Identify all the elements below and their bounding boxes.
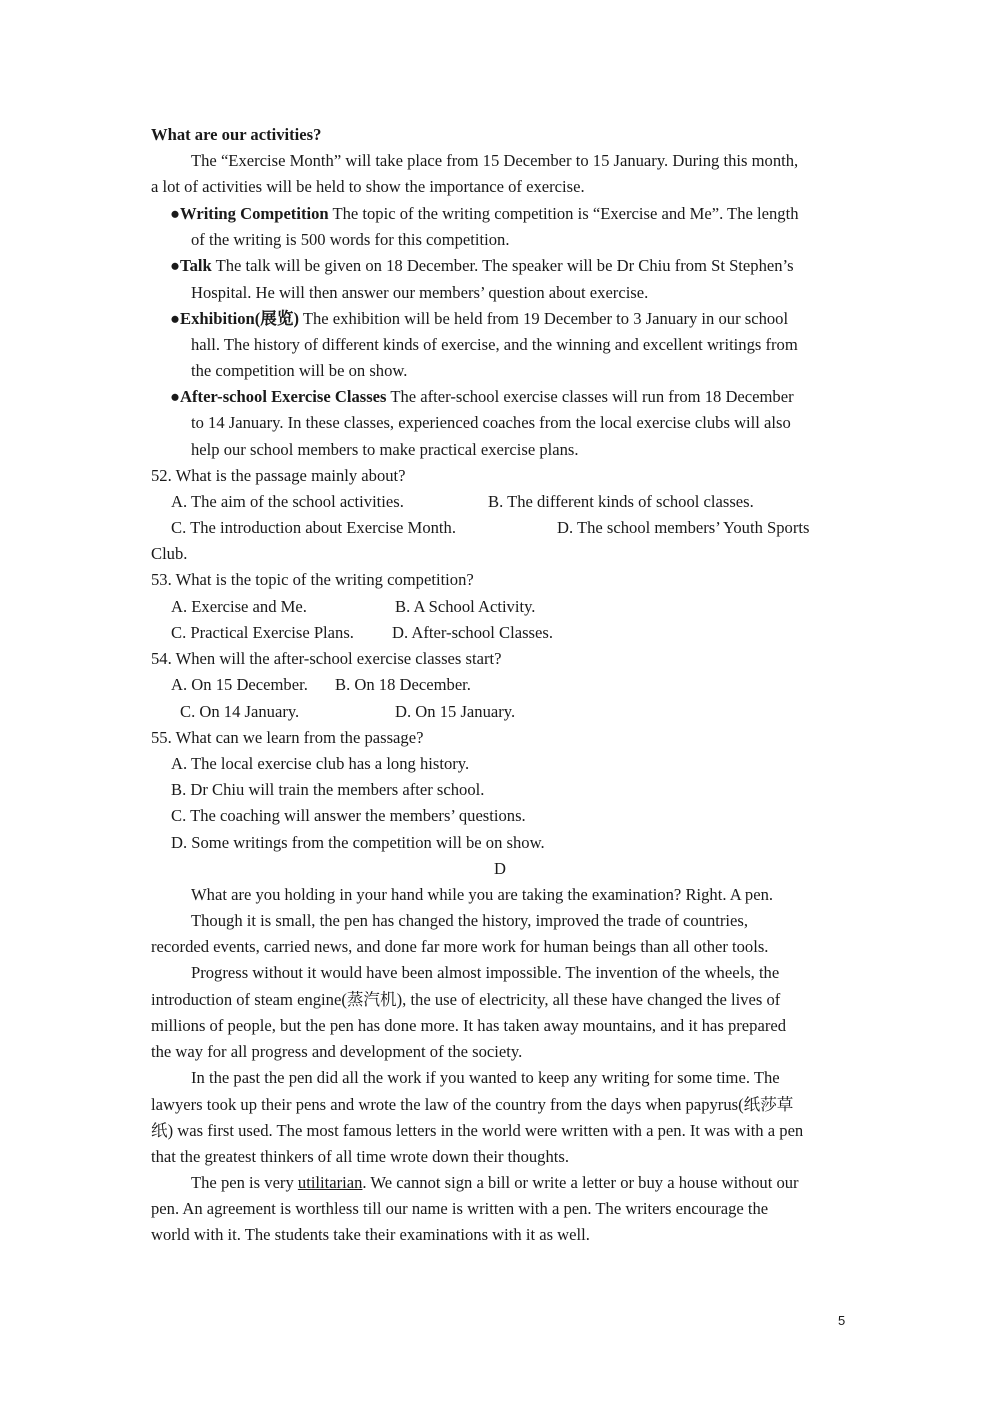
answer-option: A. The aim of the school activities. xyxy=(171,492,404,511)
activity-item xyxy=(170,253,794,279)
activity-text: Hospital. He will then answer our members’ question about exercise. xyxy=(191,283,649,302)
answer-option: B. Dr Chiu will train the members after school. xyxy=(171,780,485,799)
passage-line: world with it. The students take their examinations with it as well. xyxy=(151,1225,590,1244)
passage-line: Progress without it would have been almost impossible. The invention of the wheels, the xyxy=(191,963,780,982)
answer-option: A. Exercise and Me. xyxy=(171,597,307,616)
answer-option: B. On 18 December. xyxy=(335,675,471,694)
passage-line xyxy=(191,1170,799,1196)
activity-text: hall. The history of different kinds of exercise, and the winning and excellent writings from xyxy=(191,335,798,354)
intro-line: a lot of activities will be held to show the importance of exercise. xyxy=(151,177,585,196)
bullet-icon: ● xyxy=(170,256,181,275)
activity-text: The talk will be given on 18 December. The speaker will be Dr Chiu from St Stephen’s xyxy=(211,256,794,275)
answer-option: B. The different kinds of school classes. xyxy=(488,492,754,511)
answer-option: A. On 15 December. xyxy=(171,675,308,694)
section-label: D xyxy=(494,859,506,878)
answer-option: C. The introduction about Exercise Month. xyxy=(171,518,456,537)
activity-title: Writing Competition xyxy=(180,204,329,223)
passage-line: What are you holding in your hand while you are taking the examination? Right. A pen. xyxy=(191,885,774,904)
answer-option: C. Practical Exercise Plans. xyxy=(171,623,354,642)
answer-option: D. On 15 January. xyxy=(395,702,516,721)
activity-text: help our school members to make practical exercise plans. xyxy=(191,440,579,459)
passage-line: 纸) was first used. The most famous letters in the world were written with a pen. It was with a pen xyxy=(151,1121,804,1140)
page-number: 5 xyxy=(838,1313,846,1328)
bullet-icon: ● xyxy=(170,309,181,328)
passage-line: In the past the pen did all the work if you wanted to keep any writing for some time. The xyxy=(191,1068,780,1087)
passage-line: Though it is small, the pen has changed the history, improved the trade of countries, xyxy=(191,911,748,930)
answer-option: B. A School Activity. xyxy=(395,597,536,616)
answer-option: C. The coaching will answer the members’ questions. xyxy=(171,806,526,825)
passage-line: the way for all progress and development of the society. xyxy=(151,1042,523,1061)
question-stem: 54. When will the after-school exercise classes start? xyxy=(151,649,502,668)
answer-option: A. The local exercise club has a long history. xyxy=(171,754,470,773)
question-stem: 52. What is the passage mainly about? xyxy=(151,466,406,485)
passage-line: recorded events, carried news, and done far more work for human beings than all other tools. xyxy=(151,937,769,956)
passage-line: lawyers took up their pens and wrote the law of the country from the days when papyrus(纸莎草 xyxy=(151,1095,794,1114)
activity-title: Talk xyxy=(180,256,212,275)
question-stem: 55. What can we learn from the passage? xyxy=(151,728,424,747)
activity-text: to 14 January. In these classes, experienced coaches from the local exercise clubs will also xyxy=(191,413,791,432)
bullet-icon: ● xyxy=(170,204,181,223)
passage-line: pen. An agreement is worthless till our name is written with a pen. The writers encourage the xyxy=(151,1199,769,1218)
activity-title: After-school Exercise Classes xyxy=(180,387,387,406)
passage-text: . We cannot sign a bill or write a letter or buy a house without our xyxy=(362,1173,799,1192)
activity-text: The exhibition will be held from 19 December to 3 January in our school xyxy=(298,309,789,328)
answer-option: D. After-school Classes. xyxy=(392,623,553,642)
passage-line: millions of people, but the pen has done more. It has taken away mountains, and it has prepared xyxy=(151,1016,787,1035)
passage-text: The pen is very xyxy=(191,1173,298,1192)
activity-text: The topic of the writing competition is “Exercise and Me”. The length xyxy=(328,204,799,223)
activity-item xyxy=(170,384,794,410)
answer-option: C. On 14 January. xyxy=(180,702,300,721)
section-heading: What are our activities? xyxy=(151,125,322,144)
underlined-word: utilitarian xyxy=(297,1173,363,1192)
answer-option: D. Some writings from the competition will be on show. xyxy=(171,833,545,852)
intro-line: The “Exercise Month” will take place from 15 December to 15 January. During this month, xyxy=(191,151,799,170)
answer-option-continued: Club. xyxy=(151,544,188,563)
bullet-icon: ● xyxy=(170,387,181,406)
answer-option: D. The school members’ Youth Sports xyxy=(557,518,810,537)
activity-text: the competition will be on show. xyxy=(191,361,408,380)
activity-text: The after-school exercise classes will run from 18 December xyxy=(386,387,794,406)
passage-line: that the greatest thinkers of all time wrote down their thoughts. xyxy=(151,1147,569,1166)
activity-text: of the writing is 500 words for this competition. xyxy=(191,230,510,249)
passage-line: introduction of steam engine(蒸汽机), the use of electricity, all these have changed the lives of xyxy=(151,990,781,1009)
activity-title: Exhibition(展览) xyxy=(180,309,299,328)
question-stem: 53. What is the topic of the writing competition? xyxy=(151,570,474,589)
activity-item xyxy=(170,201,799,227)
activity-item xyxy=(170,306,788,332)
